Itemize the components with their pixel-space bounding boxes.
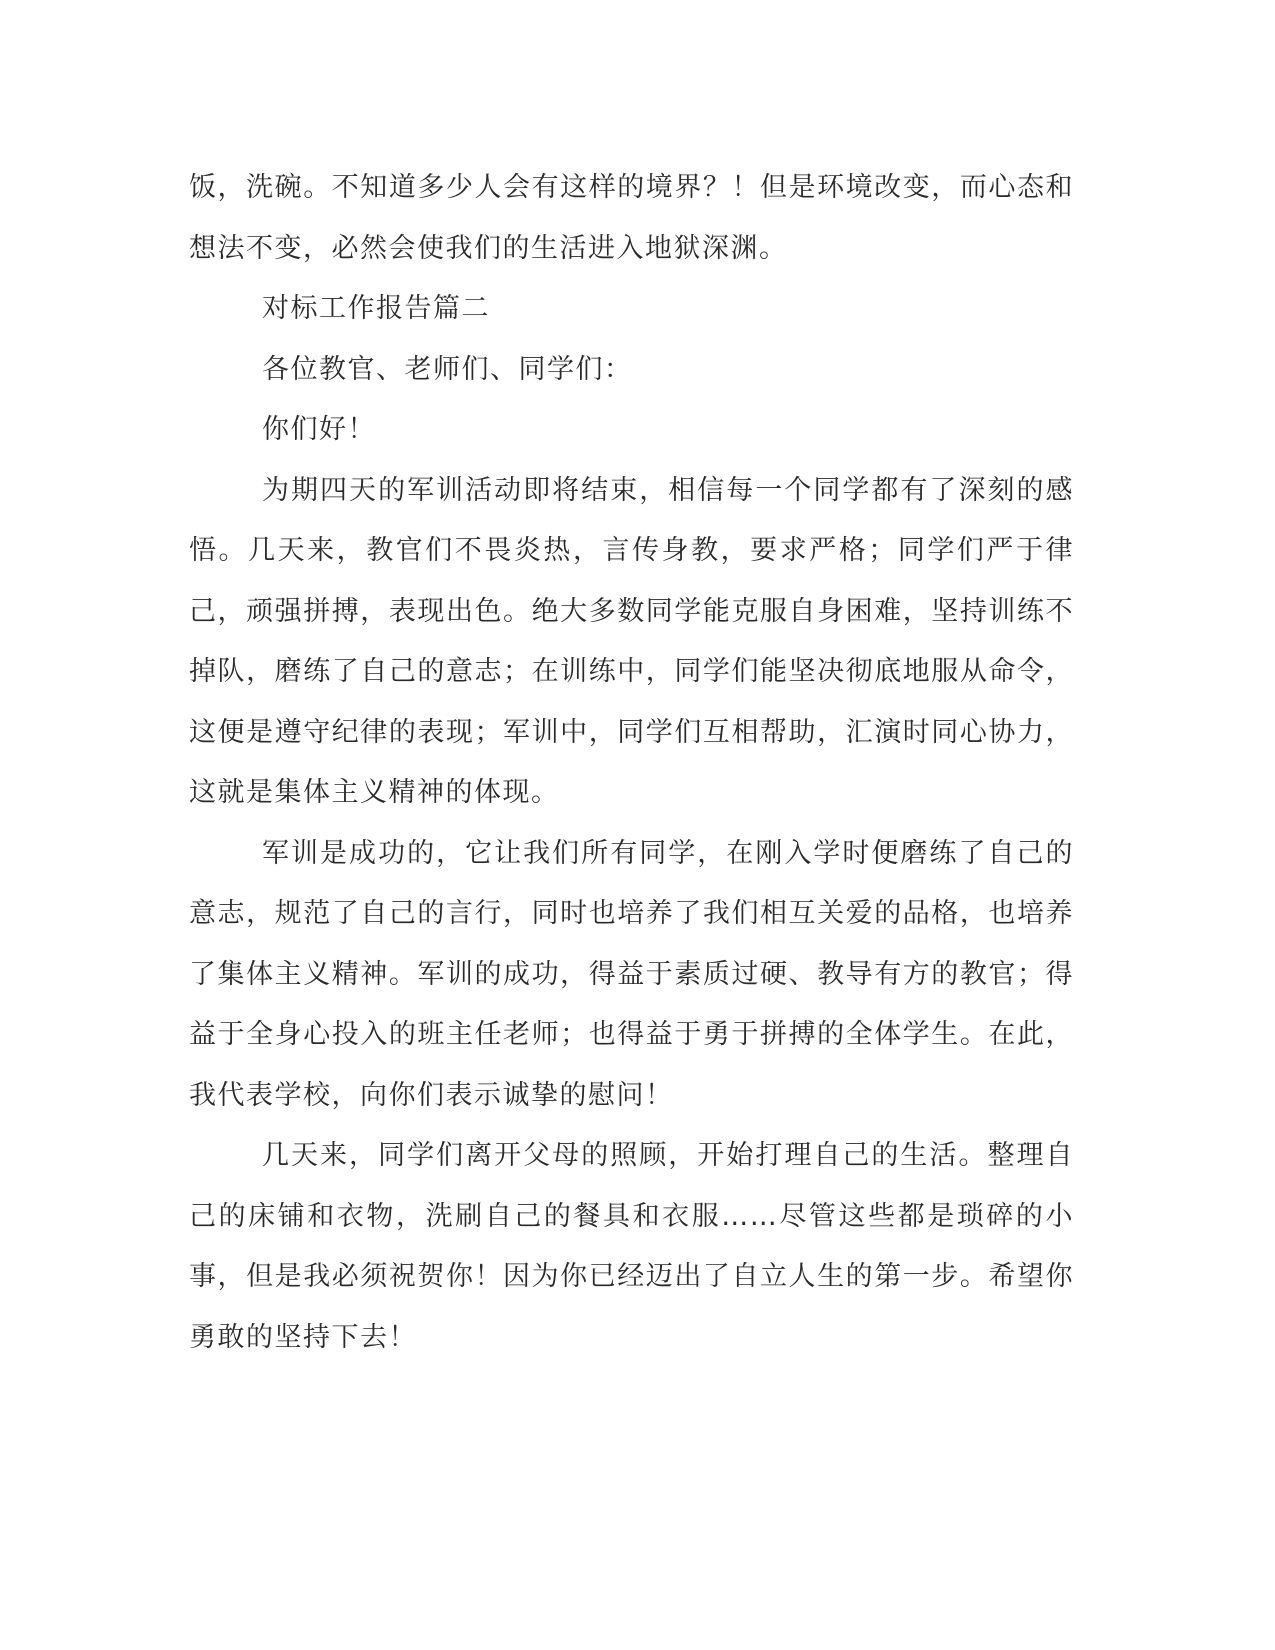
paragraph-continuation: 饭，洗碗。不知道多少人会有这样的境界？！但是环境改变，而心态和想法不变，必然会使我们的生活进入地狱深渊。 <box>189 172 1074 264</box>
paragraph-self-reliance: 几天来，同学们离开父母的照顾，开始打理自己的生活。整理自己的床铺和衣物，洗刷自己的餐具和衣服……尽管这些都是琐碎的小事，但是我必须祝贺你！因为你已经迈出了自立人生的第一步。希望你勇敢的坚持下去！ <box>189 1140 1074 1353</box>
section-heading: 对标工作报告篇二 <box>262 293 490 324</box>
salutation: 各位教官、老师们、同学们： <box>262 353 633 385</box>
paragraph-training-summary: 为期四天的军训活动即将结束，相信每一个同学都有了深刻的感悟。几天来，教官们不畏炎热，言传身教，要求严格；同学们严于律己，顽强拼搏，表现出色。绝大多数同学能克服自身困难，坚持训练不掉队，磨练了自己的意志；在训练中，同学们能坚决彻底地服从命令，这便是遵守纪律的表现；军训中，同学们互相帮助，汇演时同心协力，这就是集体主义精神的体现。 <box>189 474 1074 808</box>
document-body <box>189 158 1074 1368</box>
greeting: 你们好！ <box>262 414 376 445</box>
paragraph-training-success: 军训是成功的，它让我们所有同学，在刚入学时便磨练了自己的意志，规范了自己的言行，同时也培养了我们相互关爱的品格，也培养了集体主义精神。军训的成功，得益于素质过硬、教导有方的教官；得益于全身心投入的班主任老师；也得益于勇于拼搏的全体学生。在此，我代表学校，向你们表示诚挚的慰问！ <box>189 837 1074 1111</box>
